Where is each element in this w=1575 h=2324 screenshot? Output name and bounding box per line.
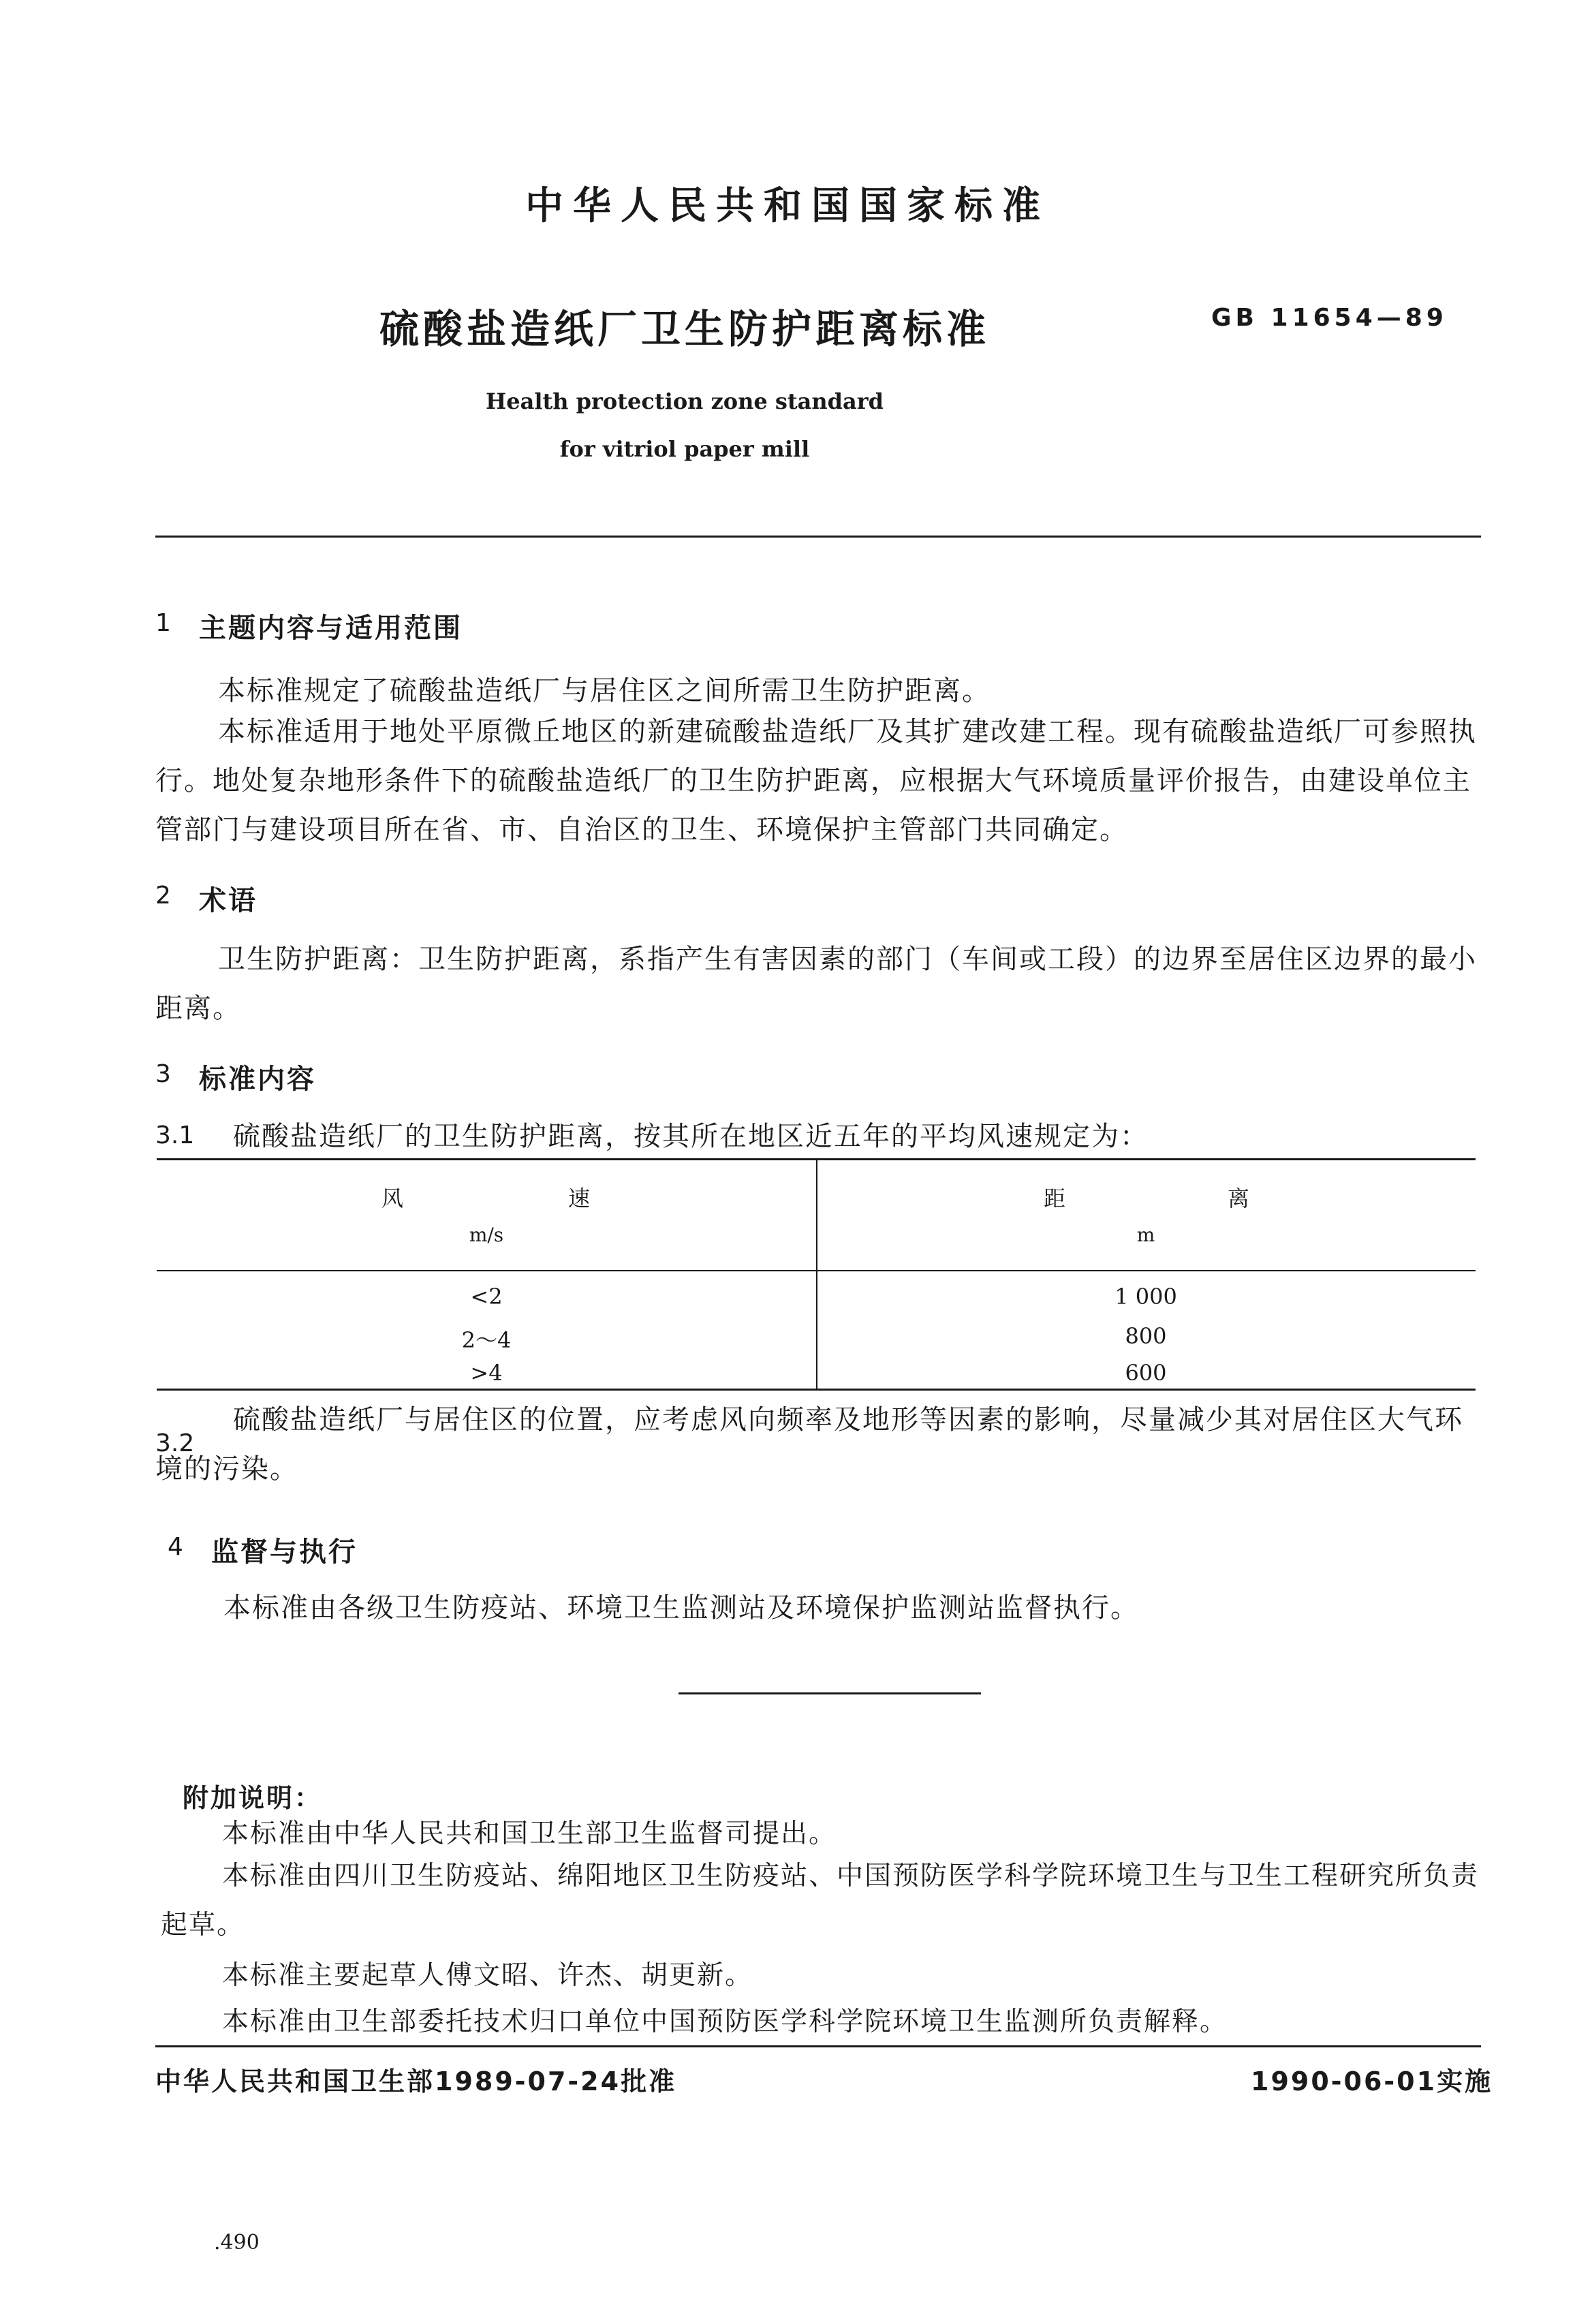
effective-date-line: 1990-06-01实施 [1251,2066,1493,2096]
row-3-wind: >4 [470,1360,503,1386]
document-title: 硫酸盐造纸厂卫生防护距离标准 [379,306,990,352]
row-3-distance: 600 [1125,1360,1167,1386]
page-number: .490 [214,2231,260,2255]
section-3-number: 3 [155,1060,171,1088]
section-2-title: 术语 [199,885,258,916]
clause-3-1-text: 硫酸盐造纸厂的卫生防护距离，按其所在地区近五年的平均风速规定为： [233,1121,1149,1152]
appendix-line-3: 本标准主要起草人傅文昭、许杰、胡更新。 [222,1960,753,1991]
header-distance-label-a: 距 [1044,1186,1066,1211]
row-1-wind: <2 [470,1284,503,1310]
appendix-line-4: 本标准由卫生部委托技术归口单位中国预防医学科学院环境卫生监测所负责解释。 [222,2007,1228,2037]
document-number: GB 11654—89 [1211,304,1448,332]
clause-3-2-text: 硫酸盐造纸厂与居住区的位置，应考虑风向频率及地形等因素的影响，尽量减少其对居住区大气环境的污染。 [155,1404,1463,1485]
header-distance-unit: m [1136,1224,1155,1246]
section-1-title: 主题内容与适用范围 [199,613,463,644]
row-1-distance: 1 000 [1114,1284,1177,1310]
header-wind-label-b: 速 [568,1186,591,1211]
section-1-number: 1 [155,609,171,637]
english-title-line1: Health protection zone standard [486,388,884,414]
org-title: 中华人民共和国国家标准 [525,184,1050,228]
section-4-number: 4 [168,1533,183,1561]
english-title-line2: for vitriol paper mill [559,436,810,462]
approval-line: 中华人民共和国卫生部1989-07-24批准 [155,2066,677,2096]
header-wind-label-a: 风 [381,1186,404,1211]
appendix-line-1: 本标准由中华人民共和国卫生部卫生监督司提出。 [222,1818,837,1849]
header-distance-label-b: 离 [1228,1186,1250,1211]
appendix-title: 附加说明： [183,1783,323,1813]
section-1-paragraph-2: 本标准适用于地处平原微丘地区的新建硫酸盐造纸厂及其扩建改建工程。现有硫酸盐造纸厂可参照执行。地处复杂地形条件下的硫酸盐造纸厂的卫生防护距离，应根据大气环境质量评价报告，由建设单位主管部门与建设项目所在省、市、自治区的卫生、环境保护主管部门共同确定。 [155,716,1477,846]
section-3-title: 标准内容 [199,1064,316,1095]
wind-distance-table [157,1158,1476,1390]
section-2-number: 2 [155,882,171,910]
clause-3-1-number: 3.1 [155,1121,195,1149]
row-2-wind: 2～4 [461,1327,512,1353]
row-2-distance: 800 [1125,1323,1167,1349]
clause-3-2-number: 3.2 [155,1429,195,1457]
footer-divider [155,2045,1481,2047]
section-4-paragraph-1: 本标准由各级卫生防疫站、环境卫生监测站及环境保护监测站监督执行。 [223,1592,1139,1624]
header-divider [155,536,1481,538]
section-4-title: 监督与执行 [211,1536,358,1568]
section-2-paragraph-1: 卫生防护距离：卫生防护距离，系指产生有害因素的部门（车间或工段）的边界至居住区边界的最小距离。 [155,944,1477,1024]
table-column-divider [816,1158,817,1390]
appendix-line-2: 本标准由四川卫生防疫站、绵阳地区卫生防疫站、中国预防医学科学院环境卫生与卫生工程研究所负责起草。 [161,1861,1480,1940]
header-wind-unit: m/s [469,1224,504,1246]
section-1-paragraph-1: 本标准规定了硫酸盐造纸厂与居住区之间所需卫生防护距离。 [218,675,991,707]
end-of-text-divider [679,1692,981,1694]
